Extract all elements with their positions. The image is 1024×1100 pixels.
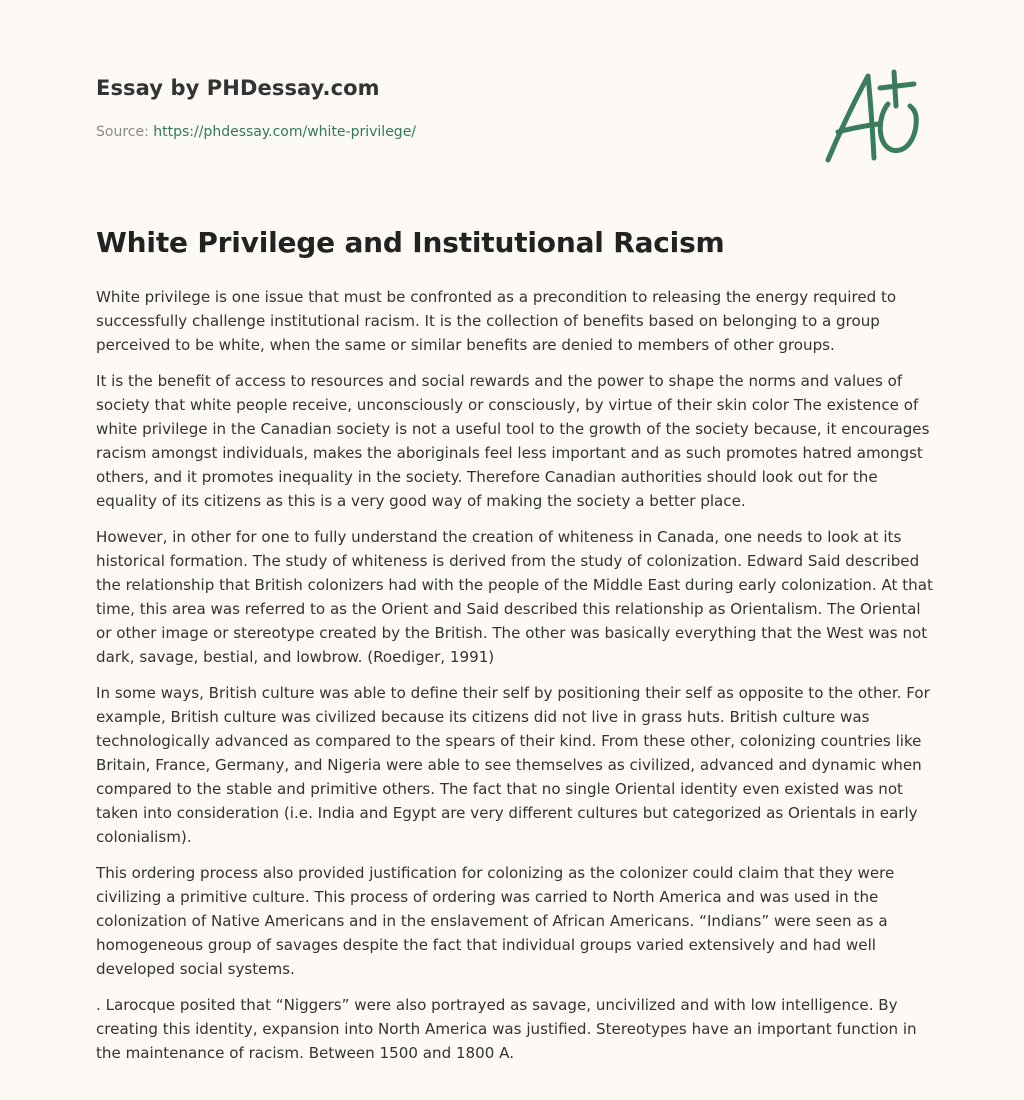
essay-paragraph: In some ways, British culture was able to define their self by positioning their self as opposite to the other. For example, British culture was civilized because its citizens did not live in grass huts. British culture was technologically advanced as compared to the spears of their kind. From these other, colonizing countries like Britain, France, Germany, and Nigeria were able to see themselves as civilized, advanced and dynamic when compared to the stable and primitive others. The fact that no single Oriental identity even existed was not taken into consideration (i.e. India and Egypt are very different cultures but categorized as Orientals in early colonialism). bbox=[96, 684, 930, 846]
source-line bbox=[96, 124, 416, 140]
a-plus-grade-icon bbox=[818, 66, 930, 166]
source-label: Source: bbox=[96, 124, 149, 140]
essay-body bbox=[96, 285, 936, 1077]
essay-paragraph: . Larocque posited that “Niggers” were also portrayed as savage, uncivilized and with low intelligence. By creating this identity, expansion into North America was justified. Stereotypes have an important function in the maintenance of racism. Between 1500 and 1800 A. bbox=[96, 996, 917, 1062]
essay-paragraph: It is the benefit of access to resources and social rewards and the power to shape the norms and values of society that white people receive, unconsciously or consciously, by virtue of their skin color The existence of white privilege in the Canadian society is not a useful tool to the growth of the society because, it encourages racism amongst individuals, makes the aboriginals feel less important and as such promotes hatred amongst others, and it promotes inequality in the society. Therefore Canadian authorities should look out for the equality of its citizens as this is a very good way of making the society a better place. bbox=[96, 372, 930, 510]
essay-title: White Privilege and Institutional Racism bbox=[96, 226, 725, 259]
essay-paragraph: White privilege is one issue that must be confronted as a precondition to releasing the energy required to successfully challenge institutional racism. It is the collection of benefits based on belonging to a group perceived to be white, when the same or similar benefits are denied to members of other groups. bbox=[96, 288, 897, 354]
source-link[interactable]: https://phdessay.com/white-privilege/ bbox=[153, 124, 417, 140]
site-brand: Essay by PHDessay.com bbox=[96, 76, 380, 100]
essay-paragraph: This ordering process also provided justification for colonizing as the colonizer could claim that they were civilizing a primitive culture. This process of ordering was carried to North America and was used in the colonization of Native Americans and in the enslavement of African Americans. “Indians” were seen as a homogeneous group of savages despite the fact that individual groups varied extensively and had well developed social systems. bbox=[96, 864, 895, 978]
essay-paragraph: However, in other for one to fully understand the creation of whiteness in Canada, one needs to look at its historical formation. The study of whiteness is derived from the study of colonization. Edward Said described the relationship that British colonizers had with the people of the Middle East during early colonization. At that time, this area was referred to as the Orient and Said described this relationship as Orientalism. The Oriental or other image or stereotype created by the British. The other was basically everything that the West was not dark, savage, bestial, and lowbrow. (Roediger, 1991) bbox=[96, 528, 933, 666]
